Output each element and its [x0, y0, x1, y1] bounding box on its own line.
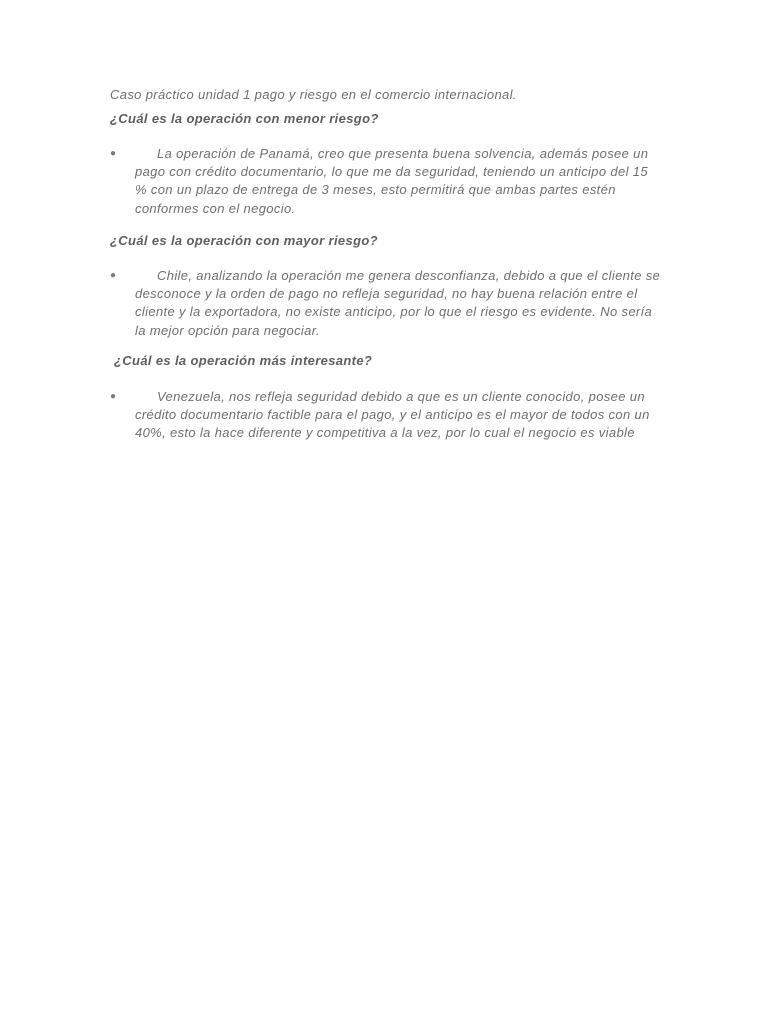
- answer-highest-risk: Chile, analizando la operación me genera desconfianza, debido a que el cliente se desconoce y la orden de pago no refleja seguridad, no hay buena relación entre el cliente y la exportadora, no existe anticipo, por lo que el riesgo es evidente. No sería la mejor opción para negociar.: [135, 268, 661, 338]
- document-intro: Caso práctico unidad 1 pago y riesgo en el comercio internacional.: [110, 87, 517, 102]
- answer-lowest-risk: La operación de Panamá, creo que presenta buena solvencia, además posee un pago con crédito documentario, lo que me da seguridad, teniendo un anticipo del 15 % con un plazo de entrega de 3 meses, esto permitirá que ambas partes estén conformes con el negocio.: [135, 146, 649, 216]
- question-highest-risk: ¿Cuál es la operación con mayor riesgo?: [110, 233, 378, 248]
- bullet-icon: ●: [110, 148, 117, 159]
- answer-most-interesting: Venezuela, nos refleja seguridad debido a que es un cliente conocido, posee un crédito documentario factible para el pago, y el anticipo es el mayor de todos con un 40%, esto la hace diferente y competitiva a la vez, por lo cual el negocio es viable: [135, 389, 650, 441]
- question-most-interesting: ¿Cuál es la operación más interesante?: [114, 353, 373, 368]
- question-lowest-risk: ¿Cuál es la operación con menor riesgo?: [110, 111, 379, 126]
- bullet-icon: ●: [110, 391, 117, 402]
- bullet-icon: ●: [110, 270, 117, 281]
